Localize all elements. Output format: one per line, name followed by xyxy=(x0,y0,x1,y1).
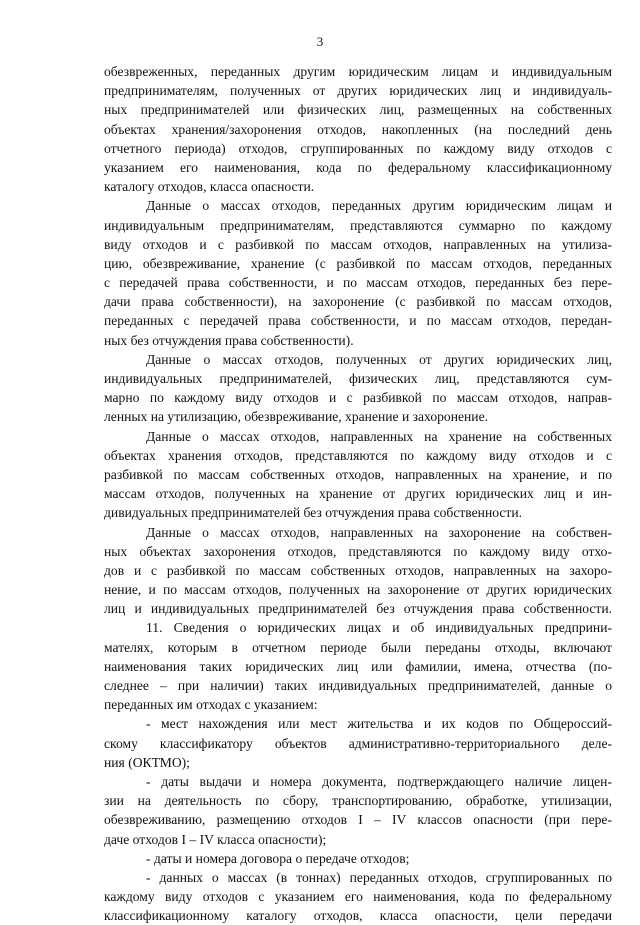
text-line: следнее – при наличии) таких индивидуальных предпринимателей, данные о xyxy=(104,678,612,693)
text-line: цию, обезвреживание, хранение (с разбивкой по массам отходов, переданных xyxy=(104,255,612,271)
text-line: дачи права собственности), на захоронение (с разбивкой по массам отходов, xyxy=(104,294,612,310)
text-line: - даты и номера договора о передаче отходов; xyxy=(146,850,410,866)
text-line: объектах хранения/захоронения отходов, накопленных (на последний день xyxy=(104,121,612,137)
text-line: объектах хранения отходов, представляются по каждому виду отходов и с xyxy=(104,447,612,463)
document-body xyxy=(104,62,612,925)
text-line: лиц и индивидуальных предпринимателей без отчуждения права собственности. xyxy=(104,601,612,617)
text-line: дов и с разбивкой по массам собственных отходов, направленных на захоро- xyxy=(104,562,612,578)
text-line: дивидуальных предпринимателей без отчуждения права собственности. xyxy=(104,505,523,521)
text-line: даче отходов I – IV класса опасности); xyxy=(104,831,327,847)
page-number: 3 xyxy=(316,34,324,49)
text-line: - данных о массах (в тоннах) переданных отходов, сгруппированных по xyxy=(146,869,612,885)
text-line: 11. Сведения о юридических лицах и об индивидуальных предприни- xyxy=(146,620,612,636)
text-line: мателях, которым в отчетном периоде были переданы отходы, включают xyxy=(104,639,612,655)
text-line: нение, и по массам отходов, полученных на захоронение от других юридических xyxy=(104,582,612,598)
text-line: обезвреживанию, размещению отходов I – IV классов опасности (при пере- xyxy=(104,812,612,828)
text-line: каталогу отходов, класса опасности. xyxy=(104,179,315,195)
text-line: отчетного периода) отходов, сгруппированных по каждому виду отходов с xyxy=(104,140,612,156)
text-line: ленных на утилизацию, обезвреживание, хранение и захоронение. xyxy=(104,409,489,425)
text-line: - даты выдачи и номера документа, подтверждающего наличие лицен- xyxy=(146,773,612,789)
text-line: Данные о массах отходов, направленных на захоронение на собствен- xyxy=(146,524,612,540)
text-line: ных без отчуждения права собственности). xyxy=(104,332,354,348)
text-line: переданных им отходах с указанием: xyxy=(104,697,318,713)
text-line: ния (ОКТМО); xyxy=(104,754,190,770)
text-line: массам отходов, полученных на хранение от других юридических лиц и ин- xyxy=(104,486,612,502)
text-line: Данные о массах отходов, полученных от других юридических лиц, xyxy=(146,351,612,367)
text-line: разбивкой по массам собственных отходов, направленных на хранение, и по xyxy=(104,466,612,482)
text-line: указанием его наименования, кода по федеральному классификационному xyxy=(104,159,612,175)
text-line: индивидуальных предпринимателей, физических лиц, представляются сум- xyxy=(104,371,612,386)
text-line: индивидуальным предпринимателям, представляются суммарно по каждому xyxy=(104,217,612,233)
text-line: ных предпринимателей или физических лиц, размещенных на собственных xyxy=(104,102,612,118)
text-line: классификационному каталогу отходов, класса опасности, цели передачи xyxy=(104,908,612,924)
text-line: предпринимателям, полученных от других юридических лиц и индивидуаль- xyxy=(104,83,612,99)
text-line: виду отходов и с разбивкой по массам отходов, направленных на утилиза- xyxy=(104,236,612,252)
text-line: Данные о массах отходов, переданных другим юридическим лицам и xyxy=(146,198,612,214)
text-line: ных объектах захоронения отходов, представляются по каждому виду отхо- xyxy=(104,543,612,559)
text-line: Данные о массах отходов, направленных на хранение на собственных xyxy=(146,428,612,444)
text-line: каждому виду отходов с указанием его наименования, кода по федеральному xyxy=(104,889,612,905)
text-line: наименования таких юридических лиц или фамилии, имена, отчества (по- xyxy=(104,658,612,674)
text-line: с передачей права собственности, и по массам отходов, переданных без пере- xyxy=(104,275,612,291)
text-line: - мест нахождения или мест жительства и их кодов по Общероссий- xyxy=(146,716,612,732)
text-line: скому классификатору объектов административно-территориального деле- xyxy=(104,735,612,751)
text-line: зии на деятельность по сбору, транспортированию, обработке, утилизации, xyxy=(104,793,612,809)
text-line: переданных с передачей права собственности, и по массам отходов, передан- xyxy=(104,313,612,329)
text-line: марно по каждому виду отходов и с разбивкой по массам отходов, направ- xyxy=(104,390,612,406)
text-line: обезвреженных, переданных другим юридическим лицам и индивидуальным xyxy=(104,64,612,79)
